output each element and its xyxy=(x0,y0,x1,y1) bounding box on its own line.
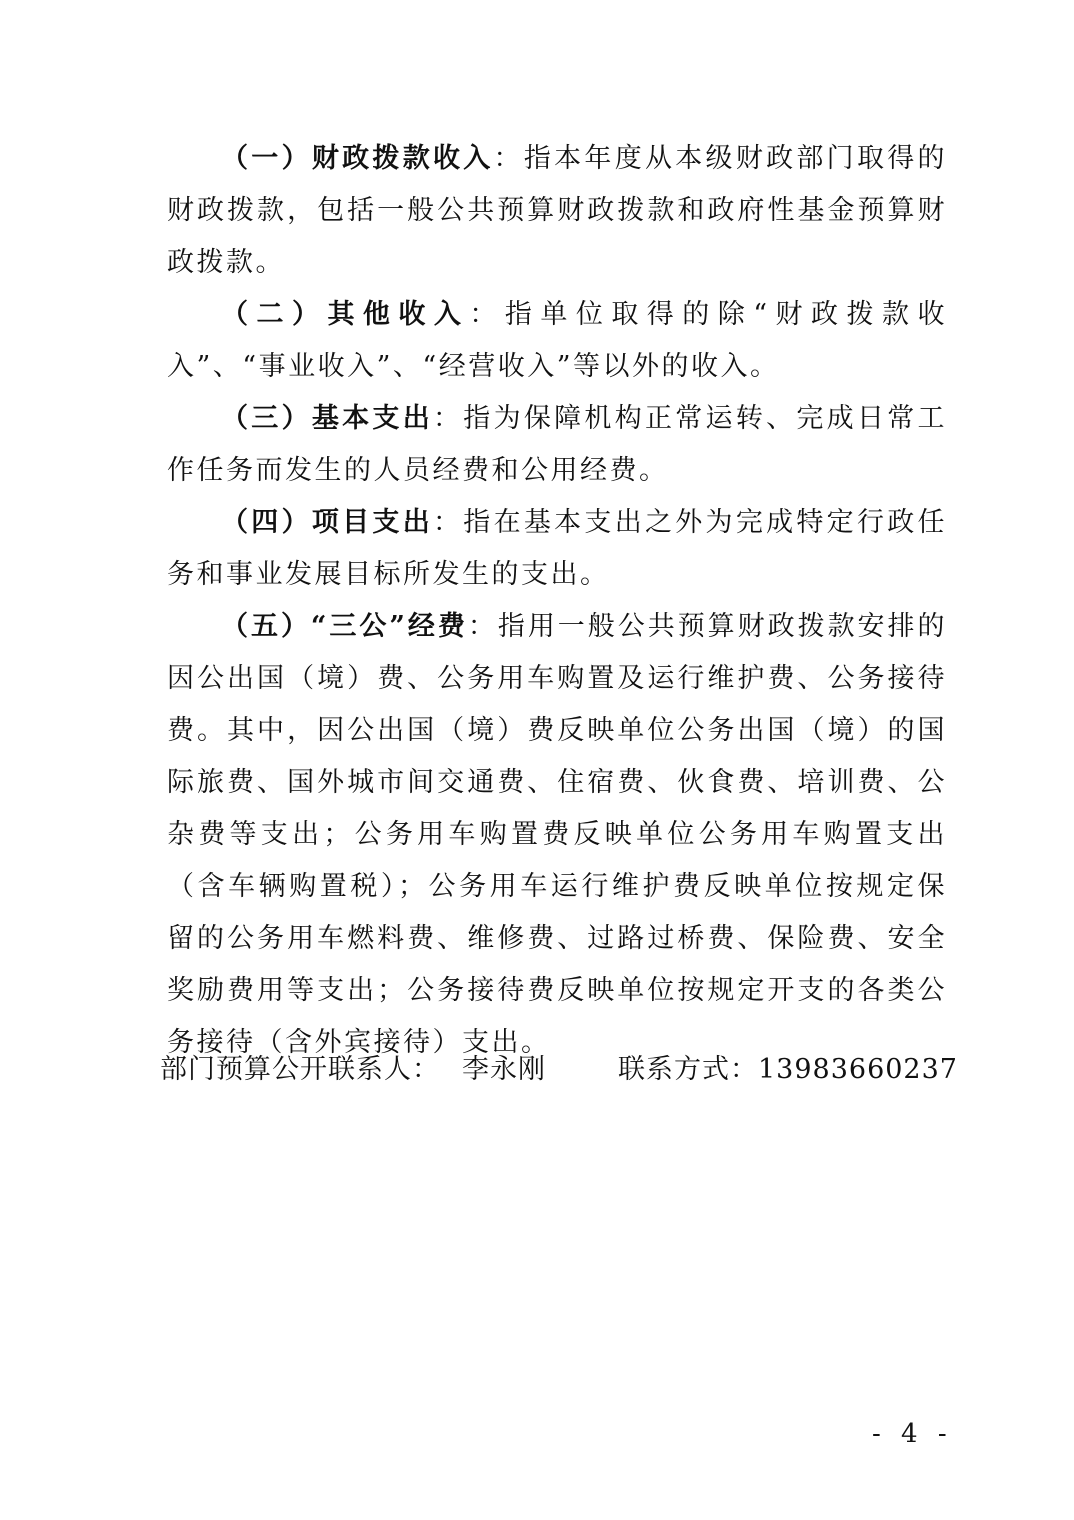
page-number: - 4 - xyxy=(872,1419,953,1449)
definition-project-expenditure xyxy=(167,497,947,601)
definition-text: 指为保障机构正常运转、完成日常工作任务而发生的人员经费和公用经费。 xyxy=(167,403,948,486)
definition-text: 指用一般公共预算财政拨款安排的因公出国（境）费、公务用车购置及运行维护费、公务接待费。其中，因公出国（境）费反映单位公务出国（境）的国际旅费、国外城市间交通费、住宿费、伙食费、培训费、公杂费等支出；公务用车购置费反映单位公务用车购置支出（含车辆购置税）；公务用车运行维护费反映单位按规定保留的公务用车燃料费、维修费、过路过桥费、保险费、安全奖励费用等支出；公务接待费反映单位按规定开支的各类公务接待（含外宾接待）支出。 xyxy=(167,611,948,1058)
definition-term: （三）基本支出 xyxy=(221,403,433,434)
definition-term: （一）财政拨款收入 xyxy=(221,143,494,174)
contact-line xyxy=(160,1048,960,1092)
definition-text: 指本年度从本级财政部门取得的财政拨款，包括一般公共预算财政拨款和政府性基金预算财政拨款。 xyxy=(167,143,948,278)
definition-separator: ： xyxy=(469,299,505,330)
definition-separator: ： xyxy=(493,143,524,174)
definition-term: （四）项目支出 xyxy=(221,507,433,538)
definitions-section xyxy=(167,133,947,1069)
definition-other-income xyxy=(167,289,947,393)
contact-phone: 13983660237 xyxy=(758,1054,958,1085)
definition-text: 指在基本支出之外为完成特定行政任务和事业发展目标所发生的支出。 xyxy=(167,507,948,590)
definition-fiscal-appropriation-income xyxy=(167,133,947,289)
definition-separator: ： xyxy=(467,611,498,642)
definition-text: 指单位取得的除“财政拨款收入”、“事业收入”、“经营收入”等以外的收入。 xyxy=(167,299,947,382)
definition-separator: ： xyxy=(432,403,464,434)
definition-three-public-expenses xyxy=(167,601,947,1069)
contact-person-name: 李永刚 xyxy=(462,1054,546,1085)
definition-term: （五）“三公”经费 xyxy=(221,611,468,642)
definition-separator: ： xyxy=(432,507,464,538)
contact-phone-label: 联系方式： xyxy=(618,1054,758,1085)
definition-basic-expenditure xyxy=(167,393,947,497)
contact-person-label: 部门预算公开联系人： xyxy=(160,1054,440,1085)
definition-term: （二）其他收入 xyxy=(221,299,470,330)
